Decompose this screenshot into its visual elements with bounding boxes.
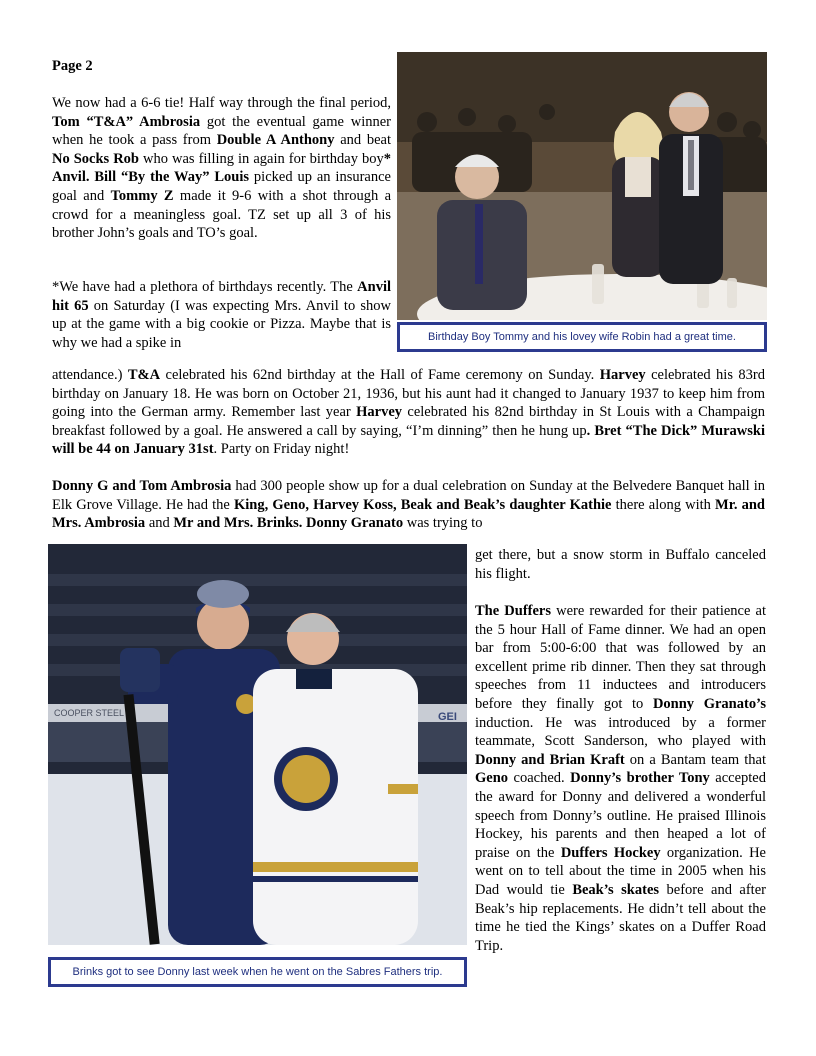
text-run: got the eventual game winner when he took a pass from <box>52 113 391 149</box>
text-run: coached. <box>508 770 571 787</box>
bold-name-run: Harvey <box>599 367 646 383</box>
text-run: celebrated his 83rd birthday on January 18. He was born on October 21, 1936, but his aunt had it changed to January 1937 to keep him from going into the German army. Remember last year <box>52 367 765 421</box>
bold-name-run: Mr. and Mrs. Ambrosia <box>52 496 765 532</box>
text-run: on a Bantam team that <box>624 751 766 768</box>
text-run: induction. He was introduced by a former teammate, Scott Sanderson, who played with <box>475 714 766 750</box>
text-run: attendance.) <box>52 367 128 383</box>
bold-name-run: Anvil hit 65 <box>52 279 391 314</box>
text-run: there along with <box>611 496 716 513</box>
paragraph-birthdays-continued <box>52 366 765 459</box>
paragraph-dual-celebration <box>52 477 765 533</box>
bold-name-run: Donny Granato’s <box>652 695 767 712</box>
paragraph-birthdays <box>52 278 391 352</box>
bold-name-run: The Duffers <box>475 603 551 619</box>
bold-name-run: Double A Anthony <box>216 132 335 149</box>
text-run: We now had a 6-6 tie! Half way through the final period, <box>52 95 391 111</box>
banquet-photo-caption: Birthday Boy Tommy and his lovey wife Robin had a great time. <box>397 322 767 352</box>
text-run: and beat <box>334 132 391 149</box>
arena-sign-cooper: COOPER STEEL <box>54 708 125 718</box>
text-run: accepted the award for Donny and delivered a wonderful speech from Donny’s outline. He praised Illinois Hockey, his parents and then heaped a lot of praise on the <box>475 770 766 861</box>
text-run: *We have had a plethora of birthdays recently. The <box>52 279 358 295</box>
paragraph-hall-of-fame-dinner <box>475 602 766 955</box>
text-run: on Saturday (I was expecting Mrs. Anvil to show up at the game with a big cookie or Pizza. Maybe that is why we had a spike in <box>52 297 391 351</box>
bold-name-run: Donny’s brother Tony <box>570 770 710 787</box>
bold-name-run: * Anvil. Bill “By the Way” Louis <box>52 150 391 186</box>
text-run: was trying to <box>403 515 483 532</box>
banquet-photo <box>397 52 767 320</box>
text-run: celebrated his 82nd birthday in St Louis with a Champaign breakfast followed by a goal. He answered a call by saying, “I’m dinning” then he hung up <box>52 404 765 439</box>
text-run: . Party on Friday night! <box>213 441 350 458</box>
bold-name-run: Donny G and Tom Ambrosia <box>52 478 232 494</box>
text-run: celebrated his 62nd birthday at the Hall of Fame ceremony on Sunday. <box>160 367 600 383</box>
bold-name-run: Beak’s skates <box>572 881 660 898</box>
bold-name-run: Donny and Brian Kraft <box>475 751 625 768</box>
text-run: before and after Beak’s hip replacements. He didn’t tell about the time he tied the Kings’ skates on a Duffer Road Trip. <box>475 881 766 954</box>
bold-name-run: Tommy Z <box>110 187 174 204</box>
bold-name-run: T&A <box>127 367 161 383</box>
text-run: and <box>145 515 174 532</box>
bold-name-run: Tom “T&A” Ambrosia <box>52 113 201 130</box>
bold-name-run: Duffers Hockey <box>560 844 661 861</box>
paragraph-snow-storm <box>475 546 766 583</box>
text-run: get there, but a snow storm in Buffalo canceled his flight. <box>475 547 766 582</box>
bold-name-run: Mr and Mrs. Brinks. Donny Granato <box>173 515 404 532</box>
paragraph-game-recap <box>52 94 391 243</box>
text-run: who was filling in again for birthday boy <box>139 150 384 167</box>
bold-name-run: . Bret “The Dick” Murawski will be 44 on January 31st <box>52 422 765 458</box>
bold-name-run: No Socks Rob <box>52 150 139 167</box>
text-run: were rewarded for their patience at the 5 hour Hall of Fame dinner. We had an open bar from 5:00-6:00 that was followed by an excellent prime rib dinner. Then they sat through speeches from 11 inductees and introducers before they finally got to <box>475 603 766 712</box>
rink-photo <box>48 544 467 945</box>
page-label: Page 2 <box>52 58 93 74</box>
bold-name-run: King, Geno, Harvey Koss, Beak and Beak’s daughter Kathie <box>233 496 612 513</box>
bold-name-run: Harvey <box>356 404 403 421</box>
bold-name-run: Geno <box>475 770 509 787</box>
rink-photo-caption: Brinks got to see Donny last week when he went on the Sabres Fathers trip. <box>48 957 467 987</box>
arena-sign-right: GEI <box>438 711 457 723</box>
text-run: had 300 people show up for a dual celebration on Sunday at the Belvedere Banquet hall in Elk Grove Village. He had the <box>52 478 765 513</box>
text-run: made it 9-6 with a shot through a crowd for a meaningless goal. TZ set up all 3 of his brother John’s goals and TO’s goal. <box>52 187 392 242</box>
text-run: picked up an insurance goal and <box>52 169 391 204</box>
text-run: organization. He went on to tell about the time in 2005 when his Dad would tie <box>475 844 766 898</box>
